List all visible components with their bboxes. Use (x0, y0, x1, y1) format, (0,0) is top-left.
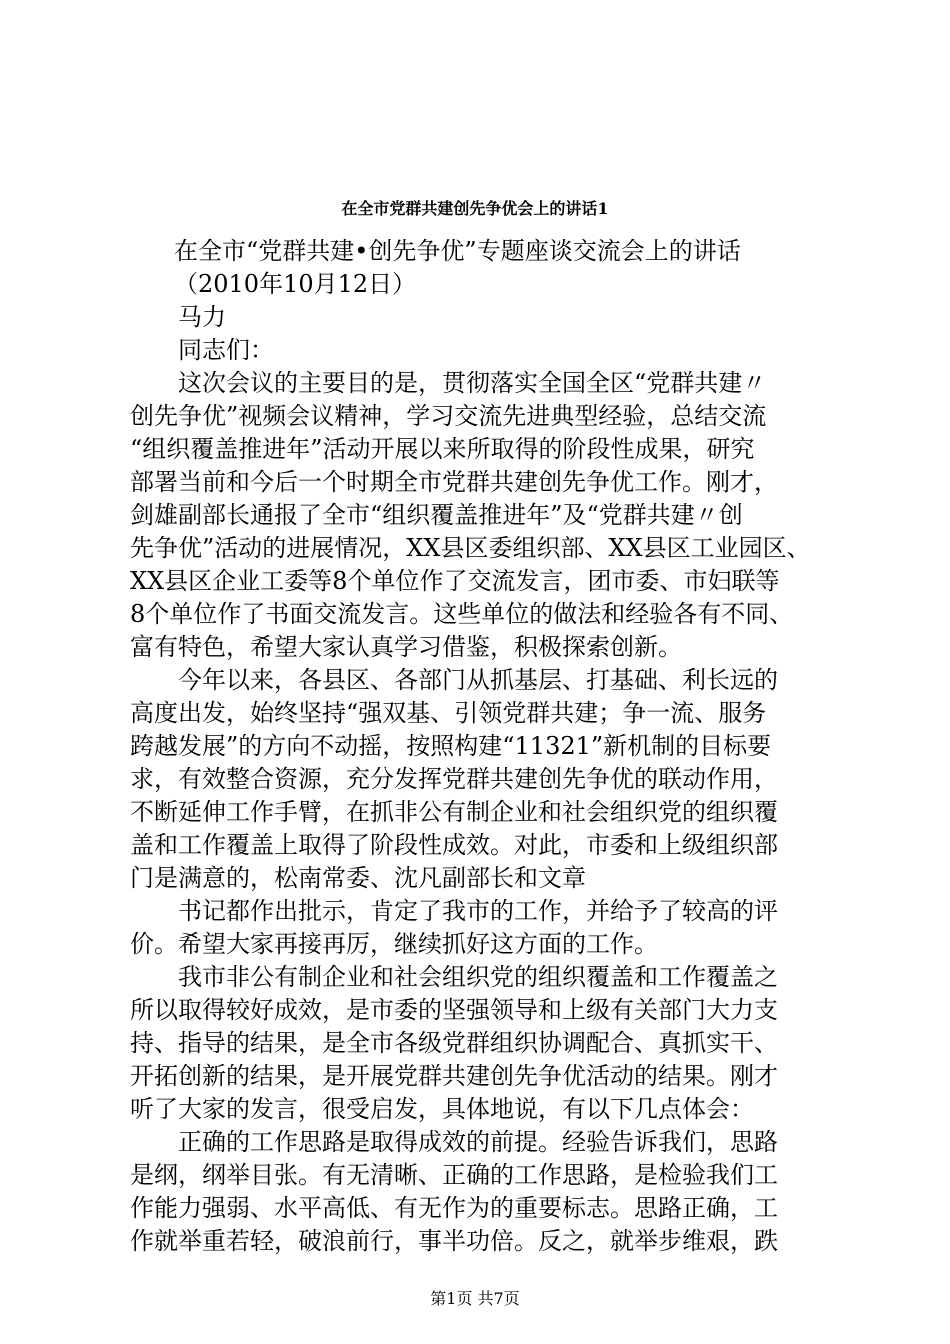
paragraph-line: 跨越发展”的方向不动摇，按照构建“11321”新机制的目标要 (130, 732, 772, 760)
paragraph-line: 盖和工作覆盖上取得了阶段性成效。对此，市委和上级组织部 (130, 831, 778, 859)
paragraph-line: 听了大家的发言，很受启发，具体地说，有以下几点体会： (130, 1095, 754, 1123)
paragraph-line: 部署当前和今后一个时期全市党群共建创先争优工作。刚才， (130, 468, 778, 496)
paragraph-line: 这次会议的主要目的是，贯彻落实全国全区“党群共建〃 (178, 369, 767, 397)
paragraph-line: 今年以来，各县区、各部门从抓基层、打基础、利长远的 (178, 666, 778, 694)
paragraph-line: 作就举重若轻，破浪前行，事半功倍。反之，就举步维艰，跌 (130, 1227, 778, 1255)
paragraph-line: 我市非公有制企业和社会组织党的组织覆盖和工作覆盖之 (178, 963, 778, 991)
document-subtitle: 在全市“党群共建•创先争优”专题座谈交流会上的讲话 (174, 237, 741, 265)
paragraph-line: 作能力强弱、水平高低、有无作为的重要标志。思路正确，工 (130, 1194, 778, 1222)
paragraph-line: XX县区企业工委等8个单位作了交流发言，团市委、市妇联等 (130, 567, 780, 595)
paragraph-line: 开拓创新的结果，是开展党群共建创先争优活动的结果。刚才 (130, 1062, 778, 1090)
document-author: 马力 (178, 303, 226, 331)
paragraph-line: 是纲，纲举目张。有无清晰、正确的工作思路，是检验我们工 (130, 1161, 778, 1189)
paragraph-line: 不断延伸工作手臂，在抓非公有制企业和社会组织党的组织覆 (130, 798, 778, 826)
salutation: 同志们： (178, 336, 274, 364)
paragraph-line: 富有特色，希望大家认真学习借鉴，积极探索创新。 (130, 633, 682, 661)
paragraph-line: 8个单位作了书面交流发言。这些单位的做法和经验各有不同、 (130, 600, 794, 628)
paragraph-line: 持、指导的结果，是全市各级党群组织协调配合、真抓实干、 (130, 1029, 778, 1057)
paragraph-line: 剑雄副部长通报了全市“组织覆盖推进年”及“党群共建〃创 (130, 501, 743, 529)
paragraph-line: 价。希望大家再接再厉，继续抓好这方面的工作。 (130, 930, 658, 958)
paragraph-line: 书记都作出批示，肯定了我市的工作，并给予了较高的评 (178, 897, 778, 925)
paragraph-line: 所以取得较好成效，是市委的坚强领导和上级有关部门大力支 (130, 996, 778, 1024)
paragraph-line: 正确的工作思路是取得成效的前提。经验告诉我们，思路 (178, 1128, 778, 1156)
paragraph-line: 创先争优”视频会议精神，学习交流先进典型经验，总结交流 (130, 402, 767, 430)
paragraph-line: “组织覆盖推进年”活动开展以来所取得的阶段性成果，研究 (130, 435, 755, 463)
paragraph-line: 先争优”活动的进展情况，XX县区委组织部、XX县区工业园区、 (130, 534, 811, 562)
page-footer: 第1页 共7页 (430, 1289, 520, 1308)
paragraph-line: 门是满意的，松南常委、沈凡副部长和文章 (130, 864, 586, 892)
document-date: （2010年10月12日） (174, 270, 417, 298)
document-title: 在全市党群共建创先争优会上的讲话1 (341, 199, 609, 218)
paragraph-line: 高度出发，始终坚持“强双基、引领党群共建；争一流、服务 (130, 699, 767, 727)
paragraph-line: 求，有效整合资源，充分发挥党群共建创先争优的联动作用， (130, 765, 778, 793)
